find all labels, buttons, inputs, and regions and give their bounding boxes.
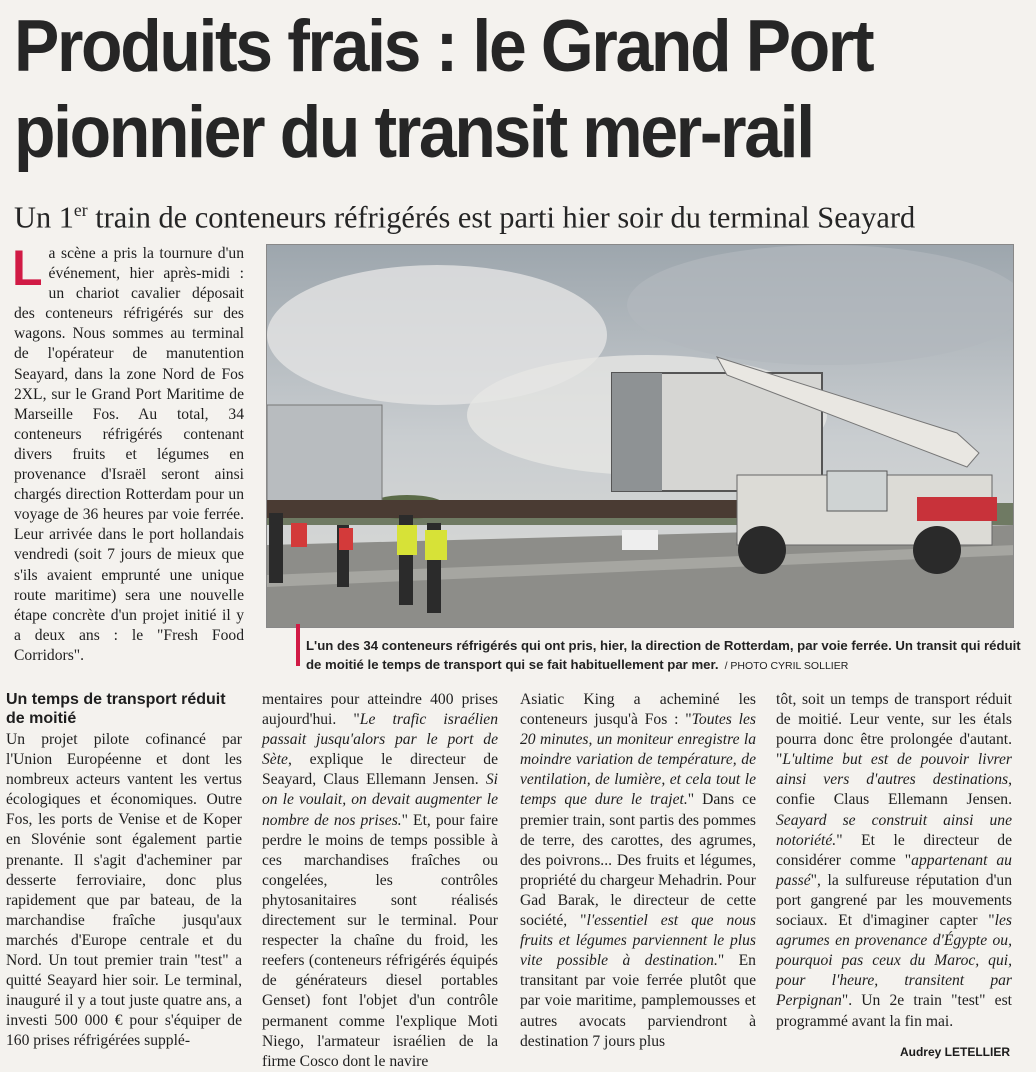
subhead-pre: Un 1 bbox=[14, 199, 74, 235]
section-title: Un temps de transport réduit de moitié bbox=[6, 691, 226, 727]
column-1-text: Un projet pilote cofinancé par l'Union Européenne et dont les nombreux acteurs vantent les vertus écologiques et économiques. Outre Fos, les ports de Venise et de Koper en Slovénie sont également partie prenante. Il s'agit d'acheminer par desserte ferroviaire, donc plus rapidement que par bateau, de la marchandise fraîche jusqu'aux marchés d'Europe centrale et du Nord. Un tout premier train "test" a quitté Seayard hier soir. Le terminal, inauguré il y a tout juste quatre ans, a investi 500 000 € pour s'équiper de 160 prises réfrigérées supplé- bbox=[6, 731, 242, 1050]
column-3-text-a: Asiatic King a acheminé les conteneurs jusqu'à Fos : " bbox=[520, 691, 756, 729]
column-4-text-a: tôt, soit un temps de transport réduit de moitié. Leur vente, sur les étals pourra donc être prolongée d'autant. " bbox=[776, 691, 1012, 769]
headline-line-2: pionnier du transit mer-rail bbox=[14, 92, 813, 173]
column-4-text-c: " Et le directeur de considérer comme " bbox=[776, 831, 1012, 869]
column-3 bbox=[520, 690, 756, 1052]
column-4-quote-4: les agrumes en provenance d'Égypte ou, pourquoi pas ceux du Maroc, qui, pour l'heure, transitent par Perpignan bbox=[776, 912, 1012, 1010]
subheadline bbox=[14, 190, 1004, 237]
headline-line-1: Produits frais : le Grand Port bbox=[14, 6, 873, 87]
column-4-quote-3: appartenant au passé bbox=[776, 851, 1012, 889]
column-3-text-b: " Dans ce premier train, sont partis des pommes de terre, des carottes, des agrumes, des poivrons... Des fruits et légumes, propriété du chargeur Mehadrin. Pour Gad Barak, le directeur de cette société, " bbox=[520, 791, 756, 930]
article-photo bbox=[266, 244, 1014, 628]
column-1 bbox=[6, 690, 242, 1052]
column-4 bbox=[776, 690, 1012, 1032]
subhead-post: train de conteneurs réfrigérés est parti hier soir du terminal Seayard bbox=[87, 199, 916, 235]
column-4-text-d: ", la sulfureuse réputation d'un port gangrené par les mouvements sociaux. Et d'imaginer capter " bbox=[776, 871, 1012, 930]
headline bbox=[14, 4, 953, 176]
column-3-quote-2: l'essentiel est que nous fruits et légumes parviennent le plus vite possible à destination. bbox=[520, 912, 756, 970]
column-4-text-e: ". Un 2e train "test" est programmé avant la fin mai. bbox=[776, 992, 1012, 1030]
caption-text: L'un des 34 conteneurs réfrigérés qui ont pris, hier, la direction de Rotterdam, par voie ferrée. Un transit qui réduit de moitié le temps de transport qui se fait habituellement par mer. bbox=[306, 638, 1021, 672]
column-2-text-b: , explique le directeur de Seayard, Claus Ellemann Jensen. bbox=[262, 751, 498, 789]
column-2 bbox=[262, 690, 498, 1072]
column-2-quote-2: Si on le voulait, on devait augmenter le nombre de nos prises. bbox=[262, 771, 498, 829]
column-2-quote-1: Le trafic israélien passait jusqu'alors par le port de Sète bbox=[262, 711, 498, 769]
column-4-quote-1: L'ultime but est de pouvoir livrer ainsi vers d'autres destinations bbox=[776, 751, 1012, 789]
photo-caption bbox=[296, 636, 1024, 676]
column-4-text-b: , confie Claus Ellemann Jensen. bbox=[776, 771, 1012, 809]
column-3-quote-1: Toutes les 20 minutes, un moniteur enregistre la moindre variation de température, de ventilation, de lumière, et cela tout le temps que dure le trajet. bbox=[520, 711, 756, 809]
photo-credit: / PHOTO CYRIL SOLLIER bbox=[724, 660, 849, 672]
intro-text: a scène a pris la tournure d'un événement, hier après-midi : un chariot cavalier déposait des conteneurs réfrigérés sur des wagons. Nous sommes au terminal de l'opérateur de manutention Seayard, dans la zone Nord de Fos 2XL, sur le Grand Port Maritime de Marseille Fos. Au total, 34 conteneurs réfrigérés contenant divers fruits et légumes en provenance d'Israël seront ainsi chargés direction Rotterdam pour un voyage de 36 heures par voie ferrée. Leur arrivée dans le port hollandais vendredi (soit 7 jours de mieux que s'ils avaient emprunté une unique route maritime) sera une nouvelle étape concrète d'un projet initié il y a deux ans : le "Fresh Food Corridors". bbox=[14, 245, 244, 664]
subhead-sup: er bbox=[73, 200, 88, 220]
intro-column bbox=[12, 240, 244, 666]
drop-cap: L bbox=[12, 240, 43, 296]
photo-illustration bbox=[267, 245, 1014, 628]
byline: Audrey LETELLIER bbox=[899, 1045, 1010, 1059]
column-3-text-c: " En transitant par voie ferrée plutôt que par voie maritime, pamplemousses et autres avocats parviendront à destination 7 jours plus bbox=[520, 952, 756, 1050]
column-4-quote-2: Seayard se construit ainsi une notoriété. bbox=[776, 811, 1012, 849]
column-2-text-c: " Et, pour faire perdre le moins de temps possible à ces marchandises fraîches ou congelées, les contrôles phytosanitaires sont réalisés directement sur le terminal. Pour respecter la chaîne du froid, les reefers (conteneurs réfrigérés équipés de générateurs diesel portables Genset) font l'objet d'un contrôle permanent comme l'explique Moti Niego, l'armateur israélien de la firme Cosco dont le navire bbox=[262, 811, 499, 1070]
column-2-text-a: mentaires pour atteindre 400 prises aujourd'hui. " bbox=[262, 691, 498, 729]
